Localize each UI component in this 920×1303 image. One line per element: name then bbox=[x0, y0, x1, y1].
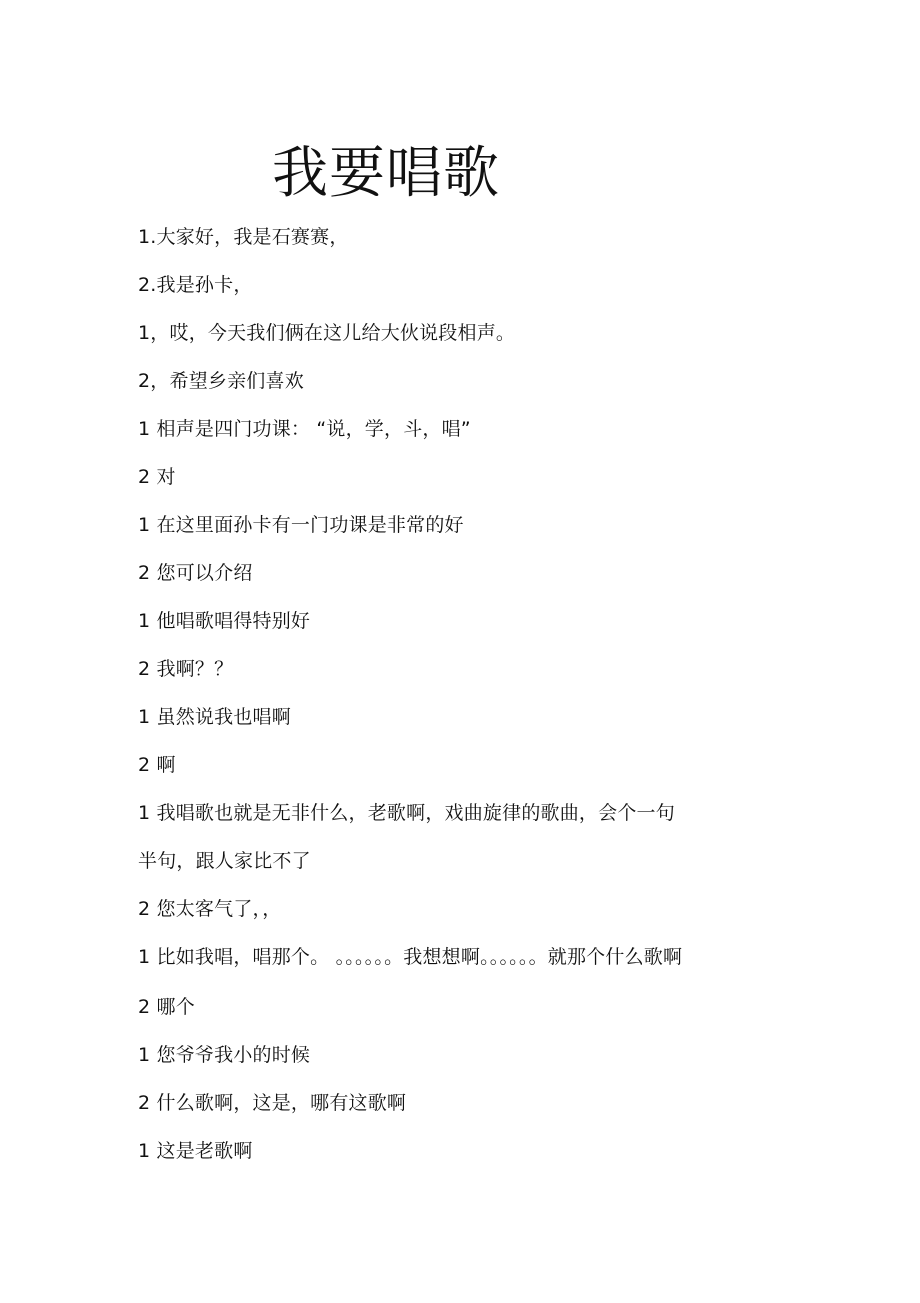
dialogue-line-9: 1 他唱歌唱得特别好 bbox=[138, 610, 311, 632]
dialogue-line-17: 2 哪个 bbox=[138, 996, 195, 1018]
dialogue-line-6: 2 对 bbox=[138, 466, 176, 488]
dialogue-line-15: 2 您太客气了，， bbox=[138, 898, 282, 920]
dialogue-line-19: 2 什么歌啊，这是，哪有这歌啊 bbox=[138, 1092, 407, 1114]
dialogue-line-16: 1 比如我唱，唱那个。 。。。。。。我想想啊。。。。。。就那个什么歌啊 bbox=[138, 946, 683, 968]
dialogue-line-1: 1.大家好，我是石赛赛， bbox=[138, 226, 349, 248]
dialogue-line-20: 1 这是老歌啊 bbox=[138, 1140, 253, 1162]
dialogue-line-11: 1 虽然说我也唱啊 bbox=[138, 706, 291, 728]
dialogue-line-14: 半句，跟人家比不了 bbox=[138, 850, 311, 872]
document-title: 我要唱歌 bbox=[272, 141, 500, 206]
dialogue-line-3: 1，哎，今天我们俩在这儿给大伙说段相声。 bbox=[138, 322, 516, 344]
dialogue-line-8: 2 您可以介绍 bbox=[138, 562, 253, 584]
dialogue-line-13: 1 我唱歌也就是无非什么，老歌啊，戏曲旋律的歌曲，会个一句 bbox=[138, 802, 675, 824]
dialogue-line-10: 2 我啊？？ bbox=[138, 658, 234, 680]
dialogue-line-12: 2 啊 bbox=[138, 754, 176, 776]
dialogue-line-4: 2，希望乡亲们喜欢 bbox=[138, 370, 304, 392]
dialogue-line-2: 2.我是孙卡， bbox=[138, 274, 253, 296]
dialogue-line-7: 1 在这里面孙卡有一门功课是非常的好 bbox=[138, 514, 464, 536]
dialogue-line-18: 1 您爷爷我小的时候 bbox=[138, 1044, 311, 1066]
dialogue-line-5: 1 相声是四门功课： “说，学，斗，唱” bbox=[138, 418, 471, 440]
